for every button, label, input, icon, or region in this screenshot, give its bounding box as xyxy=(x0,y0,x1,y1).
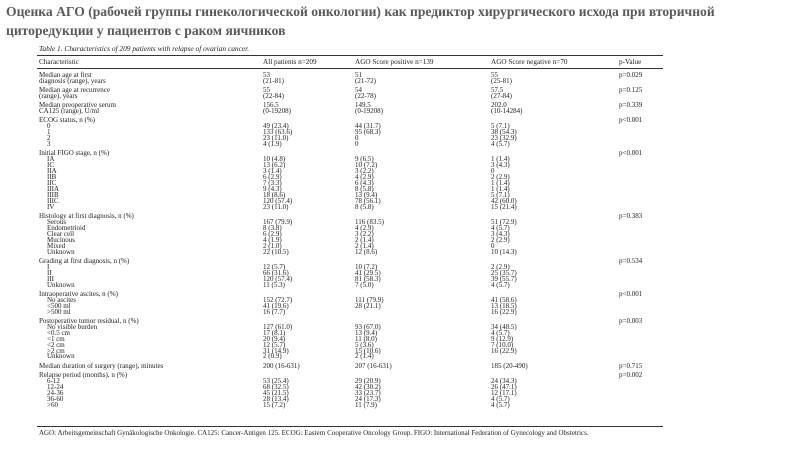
cell-all-patients: 41 (19.6) xyxy=(263,301,289,310)
cell-ago-positive: 149.5 xyxy=(355,101,371,110)
cell-ago-positive: 4 (2.9) xyxy=(355,173,374,182)
bottom-rule xyxy=(37,426,663,427)
cell-all-patients: 13 (6.2) xyxy=(263,161,286,170)
cell-all-patients: 7 (3.3) xyxy=(263,179,282,187)
cell-ago-negative: 4 (5.7) xyxy=(491,280,510,289)
cell-characteristic: IIIC xyxy=(47,196,59,205)
cell-p-value: p=0.029 xyxy=(619,71,643,79)
cell-ago-negative: 5 (7.1) xyxy=(491,122,510,131)
cell-all-patients: 2 (0.9) xyxy=(263,352,282,361)
cell-all-patients: (0-19208) xyxy=(263,107,291,116)
table-row xyxy=(39,107,661,115)
cell-all-patients: (21-81) xyxy=(263,77,284,85)
cell-ago-negative: 16 (22.9) xyxy=(491,346,517,355)
cell-all-patients: 53 xyxy=(263,71,270,79)
cell-ago-positive: 10 (7.2) xyxy=(355,161,378,170)
table-caption: Table 1. Characteristics of 209 patients with relapse of ovarian cancer. xyxy=(39,44,250,53)
cell-all-patients: 3 (1.4) xyxy=(263,167,282,176)
cell-ago-positive: 42 (30.2) xyxy=(355,382,381,391)
cell-ago-negative: 3 (4.3) xyxy=(491,161,510,170)
cell-characteristic: II xyxy=(47,268,52,277)
cell-ago-negative: 12 (17.1) xyxy=(491,388,517,397)
cell-ago-negative: 24 (34.3) xyxy=(491,376,517,385)
cell-all-patients: 4 (1.9) xyxy=(263,140,282,149)
cell-all-patients: 18 (8.6) xyxy=(263,190,286,199)
cell-ago-negative: 42 (60.0) xyxy=(491,196,517,205)
cell-ago-positive: (22-78) xyxy=(355,92,376,101)
cell-ago-negative: 10 (14.3) xyxy=(491,247,517,256)
cell-p-value: p<0.001 xyxy=(619,116,643,125)
cell-all-patients: 12 (5.7) xyxy=(263,340,286,349)
cell-characteristic: 3 xyxy=(47,140,51,149)
table-header xyxy=(39,58,661,67)
cell-ago-positive: 3 (2.2) xyxy=(355,167,374,176)
cell-all-patients: 167 (79.9) xyxy=(263,217,293,226)
cell-ago-positive: 78 (56.1) xyxy=(355,196,381,205)
cell-characteristic: diagnosis (range), years xyxy=(39,77,106,85)
cell-characteristic: No ascites xyxy=(47,295,76,304)
table-row xyxy=(39,362,661,370)
cell-characteristic: IV xyxy=(47,202,55,211)
top-rule xyxy=(37,55,663,56)
cell-characteristic: 0 xyxy=(47,122,51,131)
table-row xyxy=(39,308,661,316)
cell-characteristic: Relapse period (months), n (%) xyxy=(39,370,128,379)
cell-ago-positive: 4 (2.9) xyxy=(355,223,374,232)
cell-ago-positive: 11 (8.0) xyxy=(355,334,377,343)
cell-all-patients: 68 (32.5) xyxy=(263,382,289,391)
cell-ago-positive: 0 xyxy=(355,140,359,149)
cell-characteristic: Grading at first diagnosis, n (%) xyxy=(39,256,130,265)
cell-characteristic: Endometrioid xyxy=(47,223,86,232)
cell-ago-positive: 13 (9.4) xyxy=(355,328,378,337)
cell-all-patients: 9 (4.3) xyxy=(263,185,282,193)
cell-all-patients: 152 (72.7) xyxy=(263,295,293,304)
cell-characteristic: >2 cm xyxy=(47,346,65,355)
cell-characteristic: <0.5 cm xyxy=(47,328,70,337)
table-row xyxy=(39,92,661,100)
cell-ago-negative: 4 (5.7) xyxy=(491,140,510,149)
cell-all-patients: 8 (3.8) xyxy=(263,223,282,232)
cell-characteristic: 36-60 xyxy=(47,394,64,403)
cell-all-patients: 66 (31.6) xyxy=(263,268,289,277)
cell-ago-negative: 16 (22.9) xyxy=(491,307,517,316)
cell-ago-positive: 207 (16-631) xyxy=(355,361,392,370)
cell-p-value: p=0.383 xyxy=(619,211,643,220)
cell-p-value: p=0.125 xyxy=(619,86,643,95)
cell-ago-positive: 33 (23.7) xyxy=(355,388,381,397)
cell-all-patients: 133 (63.6) xyxy=(263,128,293,137)
cell-characteristic: IIC xyxy=(47,179,57,187)
cell-all-patients: 4 (1.9) xyxy=(263,235,282,244)
cell-all-patients: (22-84) xyxy=(263,92,284,101)
cell-ago-negative: 4 (5.7) xyxy=(491,394,510,403)
cell-characteristic: Median duration of surgery (range), minutes xyxy=(39,361,164,370)
cell-characteristic: I xyxy=(47,262,50,271)
cell-ago-negative: 7 (10.0) xyxy=(491,340,514,349)
cell-ago-positive: 15 (10.6) xyxy=(355,346,381,355)
cell-all-patients: 11 (5.3) xyxy=(263,280,285,289)
header-p-value: p-Value xyxy=(619,58,642,66)
cell-characteristic: CA125 (range), U/ml xyxy=(39,107,100,116)
cell-ago-negative: 2 (2.9) xyxy=(491,262,510,271)
cell-ago-negative: (10-14284) xyxy=(491,107,523,116)
cell-all-patients: 15 (7.2) xyxy=(263,400,286,409)
cell-ago-negative: 4 (5.7) xyxy=(491,223,510,232)
cell-ago-positive: 93 (67.0) xyxy=(355,322,381,331)
cell-ago-positive: 11 (7.9) xyxy=(355,400,377,409)
cell-characteristic: Median age at first xyxy=(39,71,92,79)
cell-p-value: p=0.715 xyxy=(619,361,643,370)
cell-characteristic: 24-36 xyxy=(47,388,64,397)
cell-ago-positive: 54 xyxy=(355,86,362,95)
table-row xyxy=(39,77,661,85)
cell-ago-negative: 23 (32.9) xyxy=(491,134,517,143)
cell-ago-positive: 95 (68.3) xyxy=(355,128,381,137)
cell-all-patients: 31 (14.9) xyxy=(263,346,289,355)
cell-ago-negative: (27-84) xyxy=(491,92,512,101)
cell-all-patients: 200 (16-631) xyxy=(263,361,300,370)
cell-p-value: p<0.001 xyxy=(619,149,643,158)
cell-ago-negative: 185 (20-490) xyxy=(491,361,528,370)
cell-characteristic: Unknown xyxy=(47,247,75,256)
cell-all-patients: 6 (2.9) xyxy=(263,229,282,238)
cell-ago-negative: 0 xyxy=(491,241,495,250)
header-rule xyxy=(37,68,663,69)
cell-ago-positive: 2 (1.4) xyxy=(355,235,374,244)
cell-ago-positive: 51 xyxy=(355,71,362,79)
table-row xyxy=(39,401,661,409)
slide-title: Оценка АГО (рабочей группы гинекологической онкологии) как предиктор хирургического исхода при вторичной циторедукции у пациентов с раком яичников xyxy=(6,4,715,38)
cell-ago-negative: 38 (54.3) xyxy=(491,128,517,137)
table-row xyxy=(39,140,661,148)
cell-all-patients: 23 (11.0) xyxy=(263,202,289,211)
cell-ago-positive: (0-19208) xyxy=(355,107,383,116)
cell-all-patients: 6 (2.9) xyxy=(263,173,282,182)
cell-ago-positive: 2 (1.4) xyxy=(355,241,374,250)
cell-characteristic: Histology at first diagnosis, n (%) xyxy=(39,211,134,220)
cell-all-patients: 10 (4.8) xyxy=(263,155,286,164)
cell-ago-negative: 4 (5.7) xyxy=(491,400,510,409)
cell-all-patients: 49 (23.4) xyxy=(263,122,289,131)
cell-characteristic: (range), years xyxy=(39,92,78,101)
cell-p-value: p=0.003 xyxy=(619,316,643,325)
cell-characteristic: 6-12 xyxy=(47,376,60,385)
cell-p-value: p=0.534 xyxy=(619,256,643,265)
cell-characteristic: IIIA xyxy=(47,185,60,193)
cell-ago-positive: 3 (2.2) xyxy=(355,229,374,238)
cell-ago-positive: 8 (5.8) xyxy=(355,185,374,193)
table-row xyxy=(39,248,661,256)
cell-ago-negative: 41 (58.6) xyxy=(491,295,517,304)
cell-ago-positive: 116 (83.5) xyxy=(355,217,384,226)
cell-characteristic: Postoperative tumor residual, n (%) xyxy=(39,316,139,325)
cell-characteristic: III xyxy=(47,274,54,283)
cell-ago-negative: 3 (4.3) xyxy=(491,229,510,238)
cell-ago-positive: 12 (8.6) xyxy=(355,247,378,256)
cell-characteristic: <500 ml xyxy=(47,301,71,310)
cell-ago-negative: (25-81) xyxy=(491,77,512,85)
cell-characteristic: Initial FIGO stage, n (%) xyxy=(39,149,110,158)
cell-p-value: p<0.001 xyxy=(619,289,643,298)
cell-characteristic: Mixed xyxy=(47,241,66,250)
cell-all-patients: 17 (8.1) xyxy=(263,328,286,337)
cell-ago-positive: 6 (4.3) xyxy=(355,179,374,187)
cell-ago-positive: 111 (79.9) xyxy=(355,295,384,304)
cell-characteristic: Intraoperative ascites, n (%) xyxy=(39,289,118,298)
cell-all-patients: 12 (5.7) xyxy=(263,262,286,271)
cell-ago-positive: 29 (20.9) xyxy=(355,376,381,385)
cell-all-patients: 22 (10.5) xyxy=(263,247,289,256)
cell-ago-negative: 2 (2.9) xyxy=(491,173,510,182)
cell-all-patients: 28 (13.4) xyxy=(263,394,289,403)
cell-characteristic: ECOG status, n (%) xyxy=(39,116,95,125)
cell-characteristic: Serous xyxy=(47,217,67,226)
cell-characteristic: Median age at recurrence xyxy=(39,86,110,95)
table-image xyxy=(33,44,665,450)
cell-ago-positive: 7 (5.0) xyxy=(355,280,374,289)
cell-all-patients: 53 (25.4) xyxy=(263,376,289,385)
cell-characteristic: 2 xyxy=(47,134,51,143)
cell-characteristic: IIIB xyxy=(47,190,59,199)
cell-all-patients: 127 (61.0) xyxy=(263,322,293,331)
cell-characteristic: Unknown xyxy=(47,352,75,361)
cell-ago-positive: 28 (21.1) xyxy=(355,301,381,310)
cell-ago-negative: 1 (1.4) xyxy=(491,179,510,187)
header-ago-negative: AGO Score negative n=70 xyxy=(491,58,568,66)
cell-characteristic: Median preoperative serum xyxy=(39,101,116,110)
cell-ago-positive: 0 xyxy=(355,134,359,143)
cell-ago-negative: 1 (1.4) xyxy=(491,185,510,193)
cell-p-value: p=0.339 xyxy=(619,101,643,110)
cell-ago-negative: 0 xyxy=(491,167,495,176)
cell-ago-negative: 13 (18.5) xyxy=(491,301,517,310)
cell-ago-negative: 15 (21.4) xyxy=(491,202,517,211)
cell-characteristic: Clear cell xyxy=(47,229,75,238)
cell-ago-negative: 4 (5.7) xyxy=(491,328,510,337)
cell-characteristic: IC xyxy=(47,161,54,170)
cell-ago-positive: 41 (29.5) xyxy=(355,268,381,277)
cell-characteristic: Unknown xyxy=(47,280,75,289)
table-footnote: AGO: Arbeitsgemeinschaft Gynäkologische Onkologie. CA125: Cancer-Antigen 125. ECOG: Eastern Cooperative Oncology Group. FIGO: International Federation of Gynecology and Obstetrics. xyxy=(39,429,589,437)
cell-all-patients: 120 (57.4) xyxy=(263,196,293,205)
cell-characteristic: 12-24 xyxy=(47,382,64,391)
cell-characteristic: <1 cm xyxy=(47,334,65,343)
cell-ago-positive: 9 (6.5) xyxy=(355,155,374,164)
cell-ago-negative: 2 (2.9) xyxy=(491,235,510,244)
header-ago-positive: AGO Score positive n=139 xyxy=(355,58,434,66)
cell-ago-positive: 44 (31.7) xyxy=(355,122,381,131)
cell-ago-negative: 1 (1.4) xyxy=(491,155,510,164)
cell-ago-positive: 2 (1.4) xyxy=(355,352,374,361)
cell-ago-positive: 8 (5.8) xyxy=(355,202,374,211)
cell-characteristic: IIB xyxy=(47,173,57,182)
cell-ago-positive: 24 (17.3) xyxy=(355,394,381,403)
cell-p-value: p=0.002 xyxy=(619,370,643,379)
cell-ago-positive: (21-72) xyxy=(355,77,376,85)
cell-characteristic: IIA xyxy=(47,167,57,176)
cell-ago-negative: 25 (35.7) xyxy=(491,268,517,277)
header-characteristic: Characteristic xyxy=(39,58,79,66)
cell-characteristic: >60 xyxy=(47,400,58,409)
cell-ago-positive: 5 (3.6) xyxy=(355,340,374,349)
cell-ago-positive: 81 (58.3) xyxy=(355,274,381,283)
table-row xyxy=(39,203,661,211)
cell-ago-negative: 34 (48.5) xyxy=(491,322,517,331)
cell-ago-negative: 5 (7.1) xyxy=(491,190,510,199)
cell-ago-negative: 39 (55.7) xyxy=(491,274,517,283)
cell-ago-negative: 55 xyxy=(491,71,498,79)
table-row xyxy=(39,352,661,360)
cell-characteristic: <2 cm xyxy=(47,340,65,349)
cell-characteristic: 1 xyxy=(47,128,51,137)
cell-all-patients: 55 xyxy=(263,86,270,95)
cell-ago-negative: 26 (47.1) xyxy=(491,382,517,391)
cell-all-patients: 120 (57.4) xyxy=(263,274,293,283)
header-all-patients: All patients n=209 xyxy=(263,58,317,66)
cell-all-patients: 2 (1.0) xyxy=(263,241,282,250)
cell-all-patients: 20 (9.4) xyxy=(263,334,286,343)
cell-all-patients: 45 (21.5) xyxy=(263,388,289,397)
cell-all-patients: 16 (7.7) xyxy=(263,307,286,316)
cell-ago-negative: 57.5 xyxy=(491,86,504,95)
cell-characteristic: Mucinous xyxy=(47,235,75,244)
cell-ago-positive: 13 (9.4) xyxy=(355,190,378,199)
cell-ago-negative: 202.0 xyxy=(491,101,507,110)
cell-all-patients: 23 (11.0) xyxy=(263,134,289,143)
cell-ago-negative: 9 (12.9) xyxy=(491,334,514,343)
cell-ago-negative: 51 (72.9) xyxy=(491,217,517,226)
cell-characteristic: IA xyxy=(47,155,55,164)
cell-characteristic: >500 ml xyxy=(47,307,71,316)
table-row xyxy=(39,281,661,289)
cell-characteristic: No visible burden xyxy=(47,322,98,331)
cell-ago-positive: 10 (7.2) xyxy=(355,262,378,271)
cell-all-patients: 156.5 xyxy=(263,101,279,110)
